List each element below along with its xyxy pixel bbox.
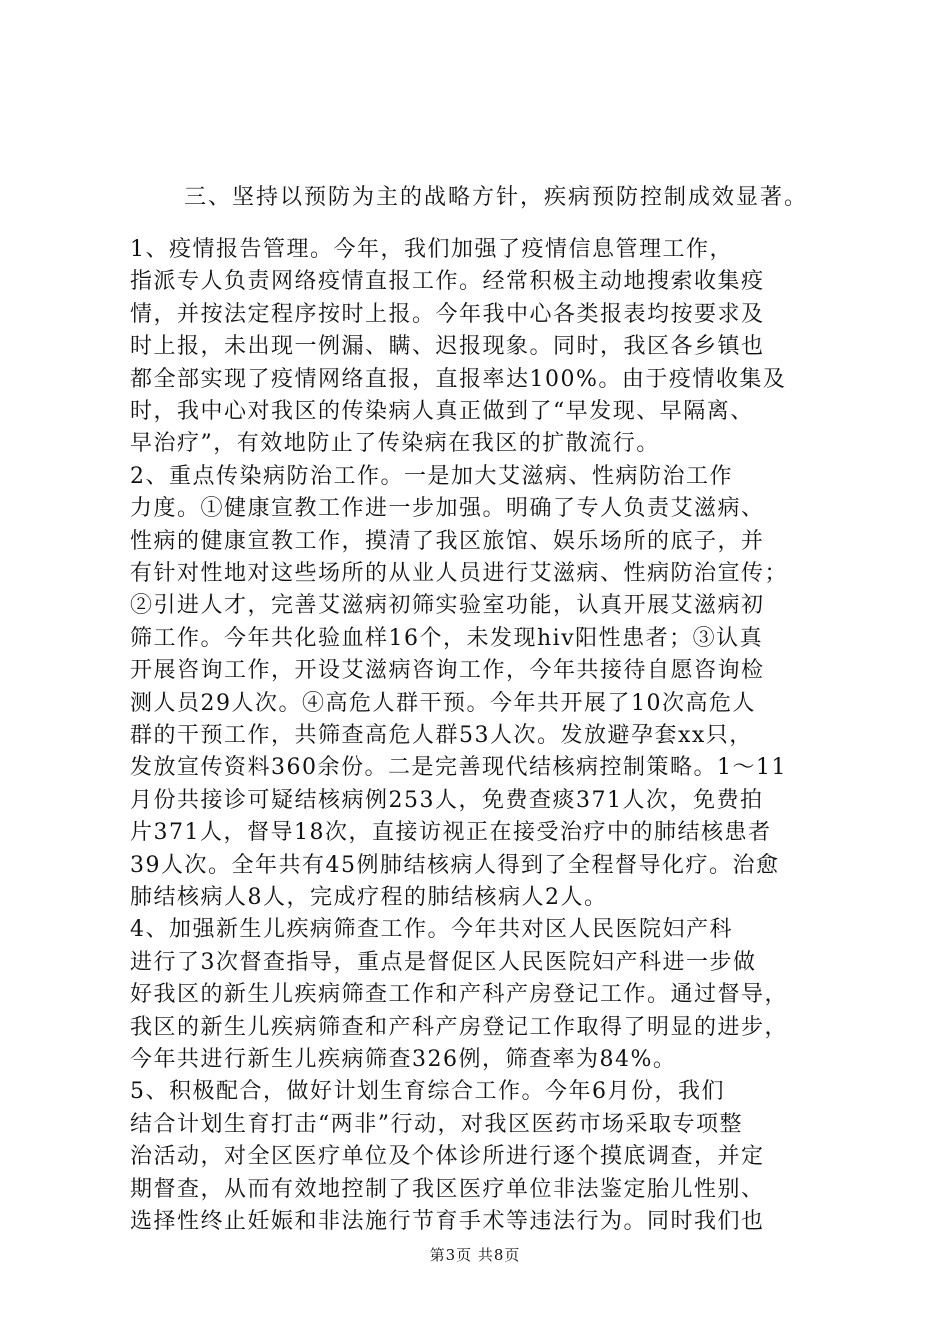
text-line: 39人次。全年共有45例肺结核病人得到了全程督导化疗。治愈 bbox=[130, 852, 780, 878]
text-line: 肺结核病人8人，完成疗程的肺结核病人2人。 bbox=[130, 885, 608, 910]
text-line: 今年共进行新生儿疾病筛查326例，筛查率为84%。 bbox=[130, 1047, 677, 1072]
text-line: 进行了3次督查指导，重点是督促区人民医院妇产科进一步做 bbox=[130, 949, 757, 975]
text-line: 期督查，从而有效地控制了我区医疗单位非法鉴定胎儿性别、 bbox=[130, 1176, 765, 1202]
text-line: 月份共接诊可疑结核病例253人，免费查痰371人次，免费拍 bbox=[130, 787, 764, 813]
text-line: 时，我中心对我区的传染病人真正做到了“早发现、早隔离、 bbox=[130, 399, 754, 424]
text-line: 有针对性地对这些场所的从业人员进行艾滋病、性病防治宣传； bbox=[130, 561, 789, 586]
text-line: 筛工作。今年共化验血样16个，未发现hiv阳性患者；③认真 bbox=[130, 625, 764, 651]
text-line: 结合计划生育打击“两非”行动，对我区医药市场采取专项整 bbox=[130, 1111, 743, 1137]
text-line: 性病的健康宣教工作，摸清了我区旅馆、娱乐场所的底子，并 bbox=[130, 528, 765, 554]
text-line: 发放宣传资料360余份。二是完善现代结核病控制策略。1～11 bbox=[130, 755, 787, 781]
text-line: 早治疗”，有效地防止了传染病在我区的扩散流行。 bbox=[130, 431, 660, 457]
text-line: 都全部实现了疫情网络直报，直报率达100%。由于疫情收集及 bbox=[130, 366, 787, 392]
text-line: 2、重点传染病防治工作。一是加大艾滋病、性病防治工作 bbox=[130, 463, 733, 489]
text-line: 片371人，督导18次，直接访视正在接受治疗中的肺结核患者 bbox=[130, 820, 772, 846]
text-line: 力度。①健康宣教工作进一步加强。明确了专人负责艾滋病、 bbox=[130, 496, 765, 522]
text-line: 时上报，未出现一例漏、瞒、迟报现象。同时，我区各乡镇也 bbox=[130, 334, 765, 360]
section-heading: 三、坚持以预防为主的战略方针，疾病预防控制成效显著。 bbox=[184, 185, 809, 210]
text-line: 开展咨询工作，开设艾滋病咨询工作，今年共接待自愿咨询检 bbox=[130, 658, 765, 684]
text-line: 4、加强新生儿疾病筛查工作。今年共对区人民医院妇产科 bbox=[130, 917, 733, 943]
text-line: 群的干预工作，共筛查高危人群53人次。发放避孕套xx只， bbox=[130, 723, 753, 748]
text-line: 1、疫情报告管理。今年，我们加强了疫情信息管理工作， bbox=[130, 237, 733, 262]
text-line: 5、积极配合，做好计划生育综合工作。今年6月份，我们 bbox=[130, 1079, 725, 1105]
text-line: 好我区的新生儿疾病筛查工作和产科产房登记工作。通过督导， bbox=[130, 982, 789, 1008]
text-line: 指派专人负责网络疫情直报工作。经常积极主动地搜索收集疫 bbox=[130, 269, 765, 295]
text-line: 测人员29人次。④高危人群干预。今年共开展了10次高危人 bbox=[130, 690, 756, 716]
text-line: 情，并按法定程序按时上报。今年我中心各类报表均按要求及 bbox=[130, 301, 765, 327]
text-line: ②引进人才，完善艾滋病初筛实验室功能，认真开展艾滋病初 bbox=[130, 593, 765, 619]
text-line: 选择性终止妊娠和非法施行节育手术等违法行为。同时我们也 bbox=[130, 1209, 765, 1234]
text-line: 我区的新生儿疾病筛查和产科产房登记工作取得了明显的进步， bbox=[130, 1014, 789, 1040]
page-footer: 第3页 共8页 bbox=[429, 1246, 521, 1264]
text-line: 治活动，对全区医疗单位及个体诊所进行逐个摸底调查，并定 bbox=[130, 1144, 765, 1170]
